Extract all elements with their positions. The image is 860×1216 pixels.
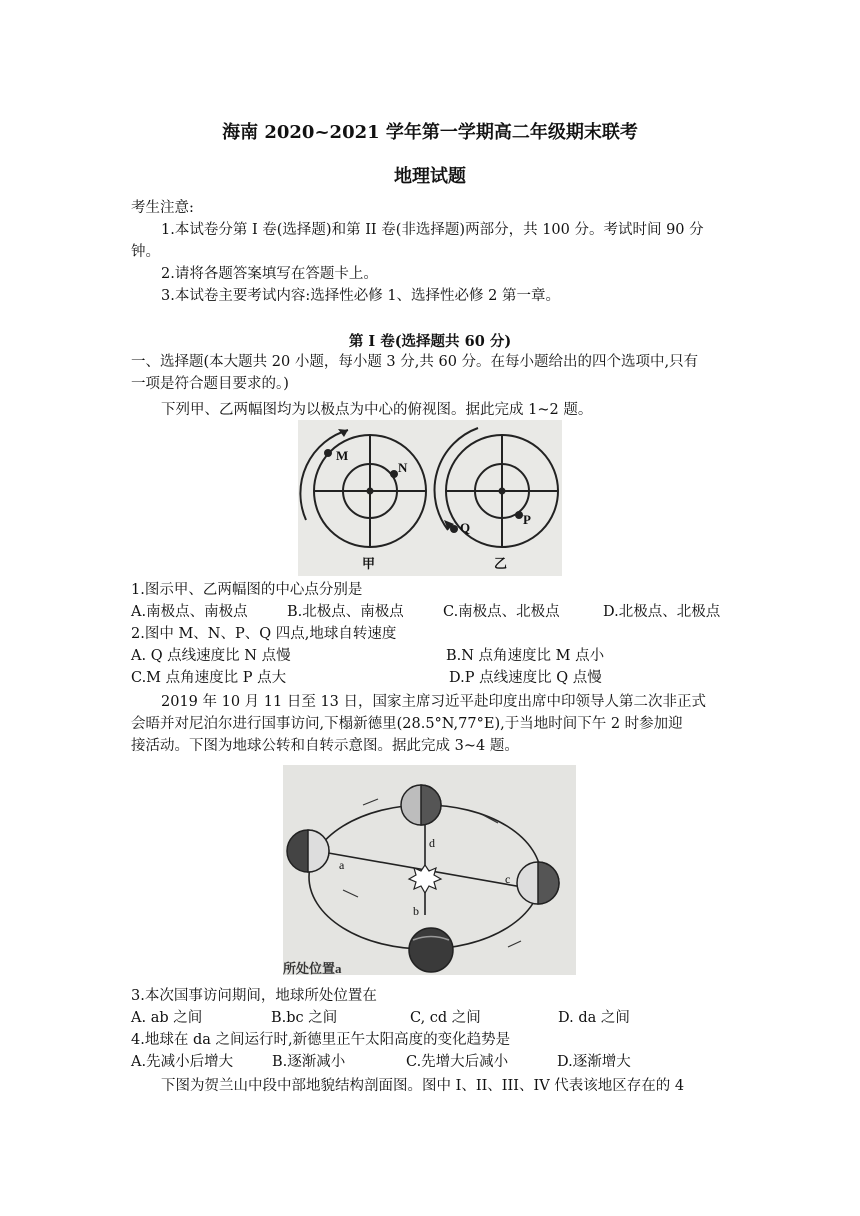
notice-item-2: 2.请将各题答案填写在答题卡上。 bbox=[161, 266, 378, 282]
lead-3-4-cont-1: 会晤并对尼泊尔进行国事访问,下榻新德里(28.5°N,77°E),于当地时间下午 2 时参加迎 bbox=[131, 716, 683, 732]
q2-option-b: B.N 点角速度比 M 点小 bbox=[446, 648, 605, 664]
q2-option-d: D.P 点线速度比 Q 点慢 bbox=[449, 670, 602, 686]
point-n-label: N bbox=[398, 460, 408, 475]
orbit-label-b: b bbox=[413, 904, 419, 918]
orbit-label-d: d bbox=[429, 836, 435, 850]
orbit-caption-partial: 所处位置a bbox=[283, 961, 342, 975]
notice-item-3: 3.本试卷主要考试内容:选择性必修 1、选择性必修 2 第一章。 bbox=[161, 288, 560, 304]
lead-3-4: 2019 年 10 月 11 日至 13 日，国家主席习近平赴印度出席中印领导人第二次非正式 bbox=[161, 694, 707, 710]
q4-option-a: A.先减小后增大 bbox=[131, 1054, 234, 1070]
figure-label-jia: 甲 bbox=[362, 556, 376, 571]
orbit-figure bbox=[283, 765, 576, 975]
q2-stem: 2.图中 M、N、P、Q 四点,地球自转速度 bbox=[131, 626, 397, 642]
q2-option-c: C.M 点角速度比 P 点大 bbox=[131, 670, 287, 686]
q3-stem: 3.本次国事访问期间，地球所处位置在 bbox=[131, 988, 377, 1004]
q3-option-d: D. da 之间 bbox=[558, 1010, 630, 1026]
section-intro: 一、选择题(本大题共 20 小题，每小题 3 分,共 60 分。在每小题给出的四个选项中,只有 bbox=[131, 354, 699, 370]
lead-3-4-cont-2: 接活动。下图为地球公转和自转示意图。据此完成 3~4 题。 bbox=[131, 738, 519, 754]
q1-option-c: C.南极点、北极点 bbox=[443, 604, 560, 620]
orbit-label-a: a bbox=[339, 858, 345, 872]
q3-option-c: C, cd 之间 bbox=[410, 1010, 481, 1026]
section-title: 第 I 卷(选择题共 60 分) bbox=[348, 333, 512, 350]
q1-option-d: D.北极点、北极点 bbox=[603, 604, 721, 620]
q4-option-b: B.逐渐减小 bbox=[272, 1054, 346, 1070]
q1-option-a: A.南极点、南极点 bbox=[131, 604, 248, 620]
section-intro-cont: 一项是符合题目要求的。) bbox=[131, 376, 289, 392]
orbit-diagram bbox=[283, 765, 576, 975]
notice-heading: 考生注意: bbox=[131, 200, 194, 216]
q4-option-c: C.先增大后减小 bbox=[406, 1054, 509, 1070]
notice-item-1: 1.本试卷分第 I 卷(选择题)和第 II 卷(非选择题)两部分，共 100 分。考试时间 90 分 bbox=[161, 222, 704, 238]
q1-stem: 1.图示甲、乙两幅图的中心点分别是 bbox=[131, 582, 363, 598]
polar-view-figure bbox=[298, 420, 562, 576]
lead-1-2: 下列甲、乙两幅图均为以极点为中心的俯视图。据此完成 1~2 题。 bbox=[161, 402, 593, 418]
point-q-label: Q bbox=[460, 520, 471, 535]
subject-title: 地理试题 bbox=[394, 166, 466, 187]
figure-label-yi: 乙 bbox=[494, 556, 508, 571]
q1-option-b: B.北极点、南极点 bbox=[287, 604, 404, 620]
q2-option-a: A. Q 点线速度比 N 点慢 bbox=[131, 648, 291, 664]
q4-stem: 4.地球在 da 之间运行时,新德里正午太阳高度的变化趋势是 bbox=[131, 1032, 511, 1048]
q3-option-b: B.bc 之间 bbox=[271, 1010, 338, 1026]
point-p-label: P bbox=[523, 512, 531, 527]
lead-next: 下图为贺兰山中段中部地貌结构剖面图。图中 I、II、III、IV 代表该地区存在的 4 bbox=[161, 1078, 685, 1094]
orbit-label-c: c bbox=[505, 872, 511, 886]
notice-item-1-cont: 钟。 bbox=[131, 244, 160, 260]
q3-option-a: A. ab 之间 bbox=[131, 1010, 203, 1026]
exam-title: 海南 2020~2021 学年第一学期高二年级期末联考 bbox=[222, 122, 638, 143]
q4-option-d: D.逐渐增大 bbox=[557, 1054, 631, 1070]
point-m-label: M bbox=[336, 448, 349, 463]
polar-view-diagram bbox=[298, 420, 562, 576]
